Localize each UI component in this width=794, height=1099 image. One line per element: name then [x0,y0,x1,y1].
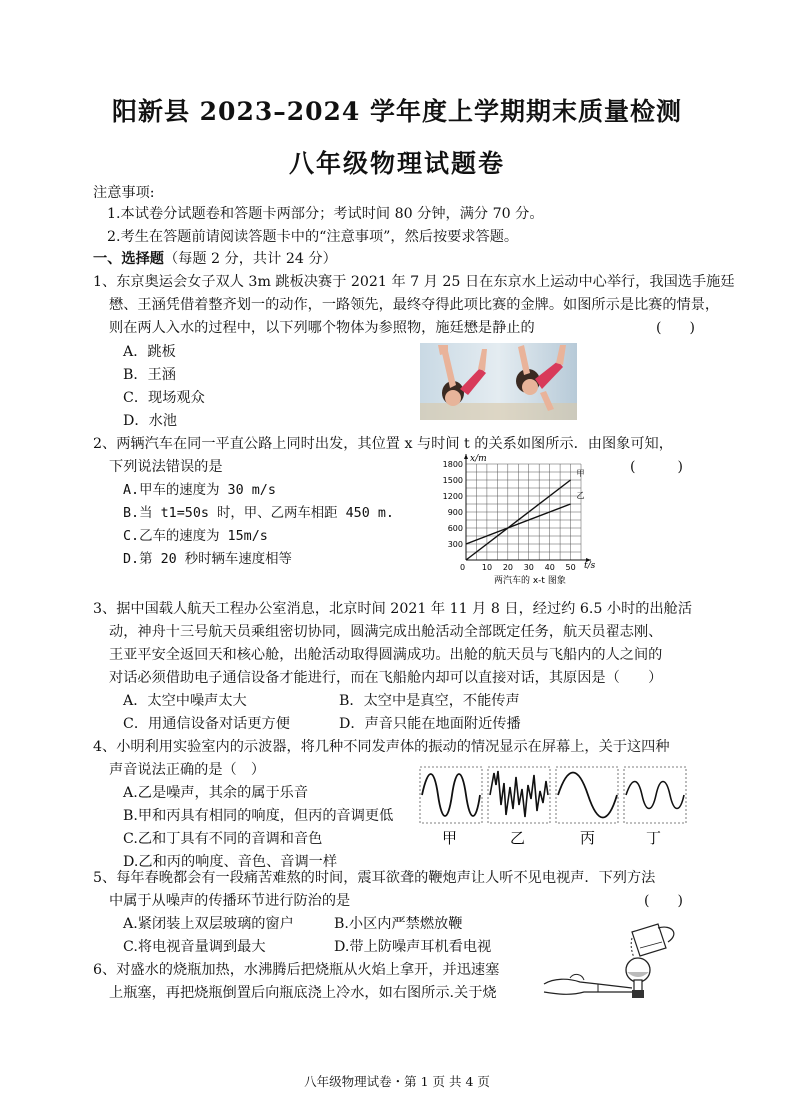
q3-option-b: B．太空中是真空，不能传声 [339,693,520,709]
chart-xlabel: t/s [584,561,596,571]
chart-series-label: 乙 [576,491,585,500]
chart-x-tick-label: 20 [502,563,514,572]
chart-y-tick-label: 600 [447,524,463,533]
q6-line-2: 上瓶塞，再把烧瓶倒置后向瓶底浇上冷水，如右图所示.关于烧 [109,985,497,1001]
q2-option-c: C.乙车的速度为 15m/s [123,529,268,544]
section-note: （每题 2 分，共计 24 分） [163,251,337,267]
q3-option-c: C．用通信设备对话更方便 [123,716,290,732]
q1-option-c: C．现场观众 [123,390,205,406]
q5-line-1: 5、每年春晚都会有一段痛苦难熬的时间，震耳欲聋的鞭炮声让人听不见电视声．下列方法 [93,870,656,886]
waveform-jia [420,767,482,823]
q3-line-1: 3、据中国载人航天工程办公室消息，北京时间 2021 年 11 月 8 日，经过约 6.5 小时的出舱活 [93,601,693,617]
chart-series-label: 甲 [576,469,585,478]
wave-label-bing: 丙 [580,829,596,847]
q2-option-d: D.第 20 秒时辆车速度相等 [123,552,292,567]
q4-option-c: C.乙和丁具有不同的音调和音色 [123,831,323,847]
q4-option-a: A.乙是噪声，其余的属于乐音 [123,785,309,801]
q3-line-3: 王亚平安全返回天和核心舱，出舱活动取得圆满成功。出舱的航天员与飞船内的人之间的 [109,647,663,663]
q1-option-a: A．跳板 [123,344,176,360]
xt-chart [432,450,602,588]
q5-line-2: 中属于从噪声的传播环节进行防治的是 [109,893,351,909]
q1-answer-paren: ( ) [656,320,695,336]
chart-y-tick-label: 1800 [442,460,463,469]
wave-label-ding: 丁 [646,829,662,847]
waveform-bing [556,767,618,823]
notice-item-1: 1.本试卷分试题卷和答题卡两部分；考试时间 80 分钟，满分 70 分。 [107,206,544,222]
q1-option-d: D．水池 [123,413,177,429]
q3-line-2: 动，神舟十三号航天员乘组密切协同，圆满完成出舱活动全部既定任务，航天员翟志刚、 [109,624,663,640]
q1-option-b: B．王涵 [123,367,176,383]
q4-line-2: 声音说法正确的是（ ） [109,762,266,778]
q2-option-a: A.甲车的速度为 30 m/s [123,483,276,498]
chart-y-tick-label: 300 [447,540,463,549]
q2-line-1: 2、两辆汽车在同一平直公路上同时出发，其位置 x 与时间 t 的关系如图所示．由图象可知， [93,436,673,452]
q2-line-2: 下列说法错误的是 [109,459,223,475]
chart-caption: 两汽车的 x-t 图象 [494,576,566,586]
chart-y-tick-label: 1500 [442,476,463,485]
q1-line-1: 1、东京奥运会女子双人 3m 跳板决赛于 2021 年 7 月 25 日在东京水上运动中心举行，我国选手施廷 [93,274,735,290]
q5-answer-paren: ( ) [644,893,683,909]
chart-y-arrow [464,454,468,459]
waveform-figure [418,765,690,847]
section-title: 一、选择题 [93,251,164,267]
chart-x-tick-label: 30 [523,563,534,572]
wave-label-jia: 甲 [442,829,458,847]
q3-option-a: A．太空中噪声太大 [123,693,247,709]
notice-item-2: 2.考生在答题前请阅读答题卡中的“注意事项”，然后按要求答题。 [107,229,519,245]
diving-photo [420,343,577,420]
page-footer: 八年级物理试卷・第 1 页 共 4 页 [304,1074,490,1089]
chart-x-tick-label: 50 [565,563,576,572]
q4-line-1: 4、小明利用实验室内的示波器，将几种不同发声体的振动的情况显示在屏幕上，关于这四种 [93,739,670,755]
waveform-yi [488,767,550,823]
waveform-ding [624,767,686,823]
q3-option-d: D．声音只能在地面附近传播 [339,716,521,732]
q1-line-3: 则在两人入水的过程中，以下列哪个物体为参照物，施廷懋是静止的 [109,320,535,336]
notice-heading: 注意事项: [93,185,155,201]
chart-ylabel: x/m [470,454,487,464]
q2-option-b: B.当 t1=50s 时，甲、乙两车相距 450 m. [123,506,394,521]
pouring-cup [631,924,674,958]
q4-option-d: D.乙和丙的响度、音色、音调一样 [123,854,338,870]
chart-x-tick-label: 0 [460,563,466,572]
section-heading [93,248,337,271]
q2-answer-paren: ( ) [630,459,683,475]
hand-holder [544,974,632,994]
q1-line-2: 懋、王涵凭借着整齐划一的动作，一路领先，最终夺得此项比赛的金牌。如图所示是比赛的情景， [109,297,720,313]
chart-x-tick-label: 40 [544,563,555,572]
q6-line-1: 6、对盛水的烧瓶加热，水沸腾后把烧瓶从火焰上拿开，并迅速塞 [93,962,500,978]
q5-option-d: D.带上防噪声耳机看电视 [334,939,492,955]
q5-option-c: C.将电视音量调到最大 [123,939,266,955]
flask-figure [540,918,700,1018]
exam-title: 阳新县 2023–2024 学年度上学期期末质量检测 [111,97,683,126]
wave-label-yi: 乙 [510,829,526,847]
chart-y-tick-label: 1200 [442,492,463,501]
q5-option-a: A.紧闭装上双层玻璃的窗户 [123,916,294,932]
q4-option-b: B.甲和丙具有相同的响度，但丙的音调更低 [123,808,394,824]
chart-x-tick-label: 10 [481,563,493,572]
q3-line-4: 对话必须借助电子通信设备才能进行，而在飞船舱内却可以直接对话，其原因是（ ） [109,670,663,686]
q5-option-b: B.小区内严禁燃放鞭 [334,916,463,932]
chart-y-tick-label: 900 [447,508,463,517]
exam-subtitle: 八年级物理试题卷 [288,149,505,178]
